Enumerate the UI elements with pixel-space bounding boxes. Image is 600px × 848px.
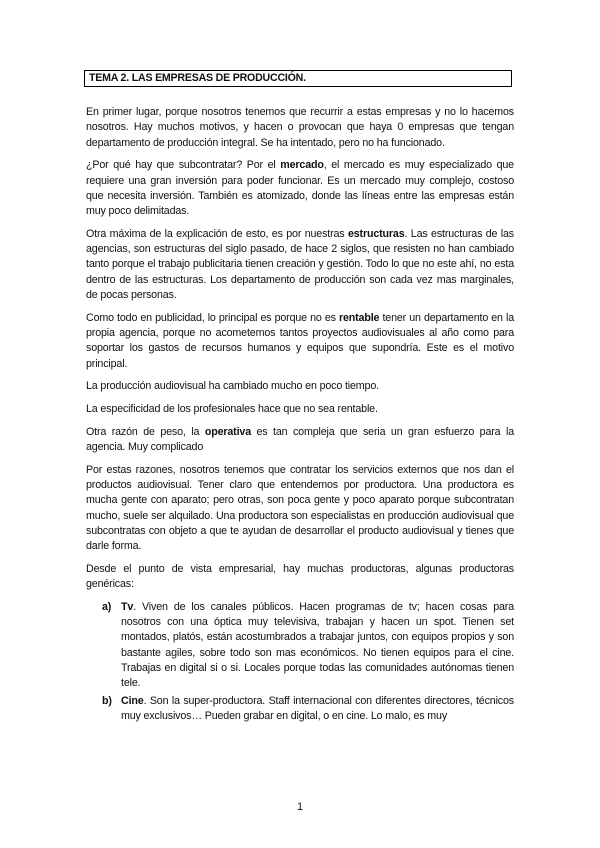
paragraph-text: ¿Por qué hay que subcontratar? Por el [86, 159, 281, 172]
paragraph-text: , el mercado es muy especializado que requiere una gran inversión para poder funcionar. Es un mercado muy complejo, costoso que necesita inversión. También es atomizado, donde las líneas entre las empresas están muy poco delimitadas. [86, 159, 514, 218]
list-marker: a) [102, 600, 112, 613]
bold-term: mercado [280, 159, 324, 172]
paragraph-text: Otra razón de peso, la [86, 425, 205, 438]
paragraph [86, 158, 514, 219]
page-number: 1 [296, 801, 304, 813]
paragraph-text: Como todo en publicidad, lo principal es porque no es [86, 311, 339, 324]
list-item-text: . Son la super-productora. Staff internacional con diferentes directores, técnicos muy exclusivos… Pueden grabar en digital, o en cine. Lo malo, es muy [121, 694, 514, 722]
paragraph-text: . Las estructuras de las agencias, son estructuras del siglo pasado, de hace 2 siglos, que resisten no han cambiado tanto porque el trabajo publicitaria tienen creación y gestión. Todo lo que no este ahí, no esta dentro de las estructuras. Los departamento de producción son cada vez mas marginales, de pocas personas. [86, 227, 514, 302]
paragraph-text: es tan compleja que seria un gran esfuerzo para la agencia. Muy complicado [86, 425, 514, 453]
bold-term: rentable [338, 311, 380, 324]
bold-term: operativa [204, 425, 251, 438]
paragraph: La producción audiovisual ha cambiado mucho en poco tiempo. [86, 380, 379, 393]
title-box [84, 70, 512, 87]
document-body [86, 105, 514, 726]
list-marker: b) [102, 694, 112, 707]
list-item [86, 694, 514, 725]
list-item [86, 600, 514, 692]
bold-term: Tv [121, 600, 134, 613]
paragraph: Desde el punto de vista empresarial, hay muchas productoras, algunas productoras genéricas: [86, 562, 514, 591]
paragraph: La especificidad de los profesionales hace que no sea rentable. [86, 403, 378, 415]
list-item-text: . Viven de los canales públicos. Hacen programas de tv; hacen cosas para nosotros con una óptica muy televisiva, trabajan y hacen un spot. Tienen set montados, platós, están acostumbrados a trabajar juntos, con equipos propios y son bastante agiles, sobre todo son mas económicos. No tienen equipos para el cine. Trabajas en digital si o si. Locales porque todas las comunidades autónomas tienen tele. [121, 600, 514, 690]
paragraph [86, 227, 514, 303]
paragraph-text: Otra máxima de la explicación de esto, es por nuestras [86, 227, 348, 240]
bold-term: estructuras [347, 227, 405, 240]
bold-term: Cine [121, 694, 144, 707]
document-title: TEMA 2. LAS EMPRESAS DE PRODUCCIÓN. [89, 72, 306, 84]
productoras-list [86, 600, 514, 724]
paragraph: En primer lugar, porque nosotros tenemos que recurrir a estas empresas y no lo hacemos nosotros. Hay muchos motivos, y hacen o provocan que haya 0 empresas que tengan departamento de producción integral. Se ha intentado, pero no ha funcionado. [86, 106, 514, 149]
paragraph: Por estas razones, nosotros tenemos que contratar los servicios externos que nos dan el productos audiovisual. Tener claro que entendemos por productora. Una productora es mucha gente con aparato; pero otras, son poca gente y poco aparato porque subcontratan mucho, suele ser alquilado. Una productora son especialistas en producción audiovisual que subcontratas con objeto a que te ayudan de desarrollar el producto audiovisual y tienes que darle forma. [86, 463, 514, 553]
paragraph-text: tener un departamento en la propia agencia, porque no acometemos tantos proyectos audiovisuales al año como para soportar los gastos de recursos humanos y equipos que supondría. Este es el motivo principal. [86, 311, 514, 370]
paragraph [86, 311, 514, 372]
paragraph [86, 425, 514, 456]
